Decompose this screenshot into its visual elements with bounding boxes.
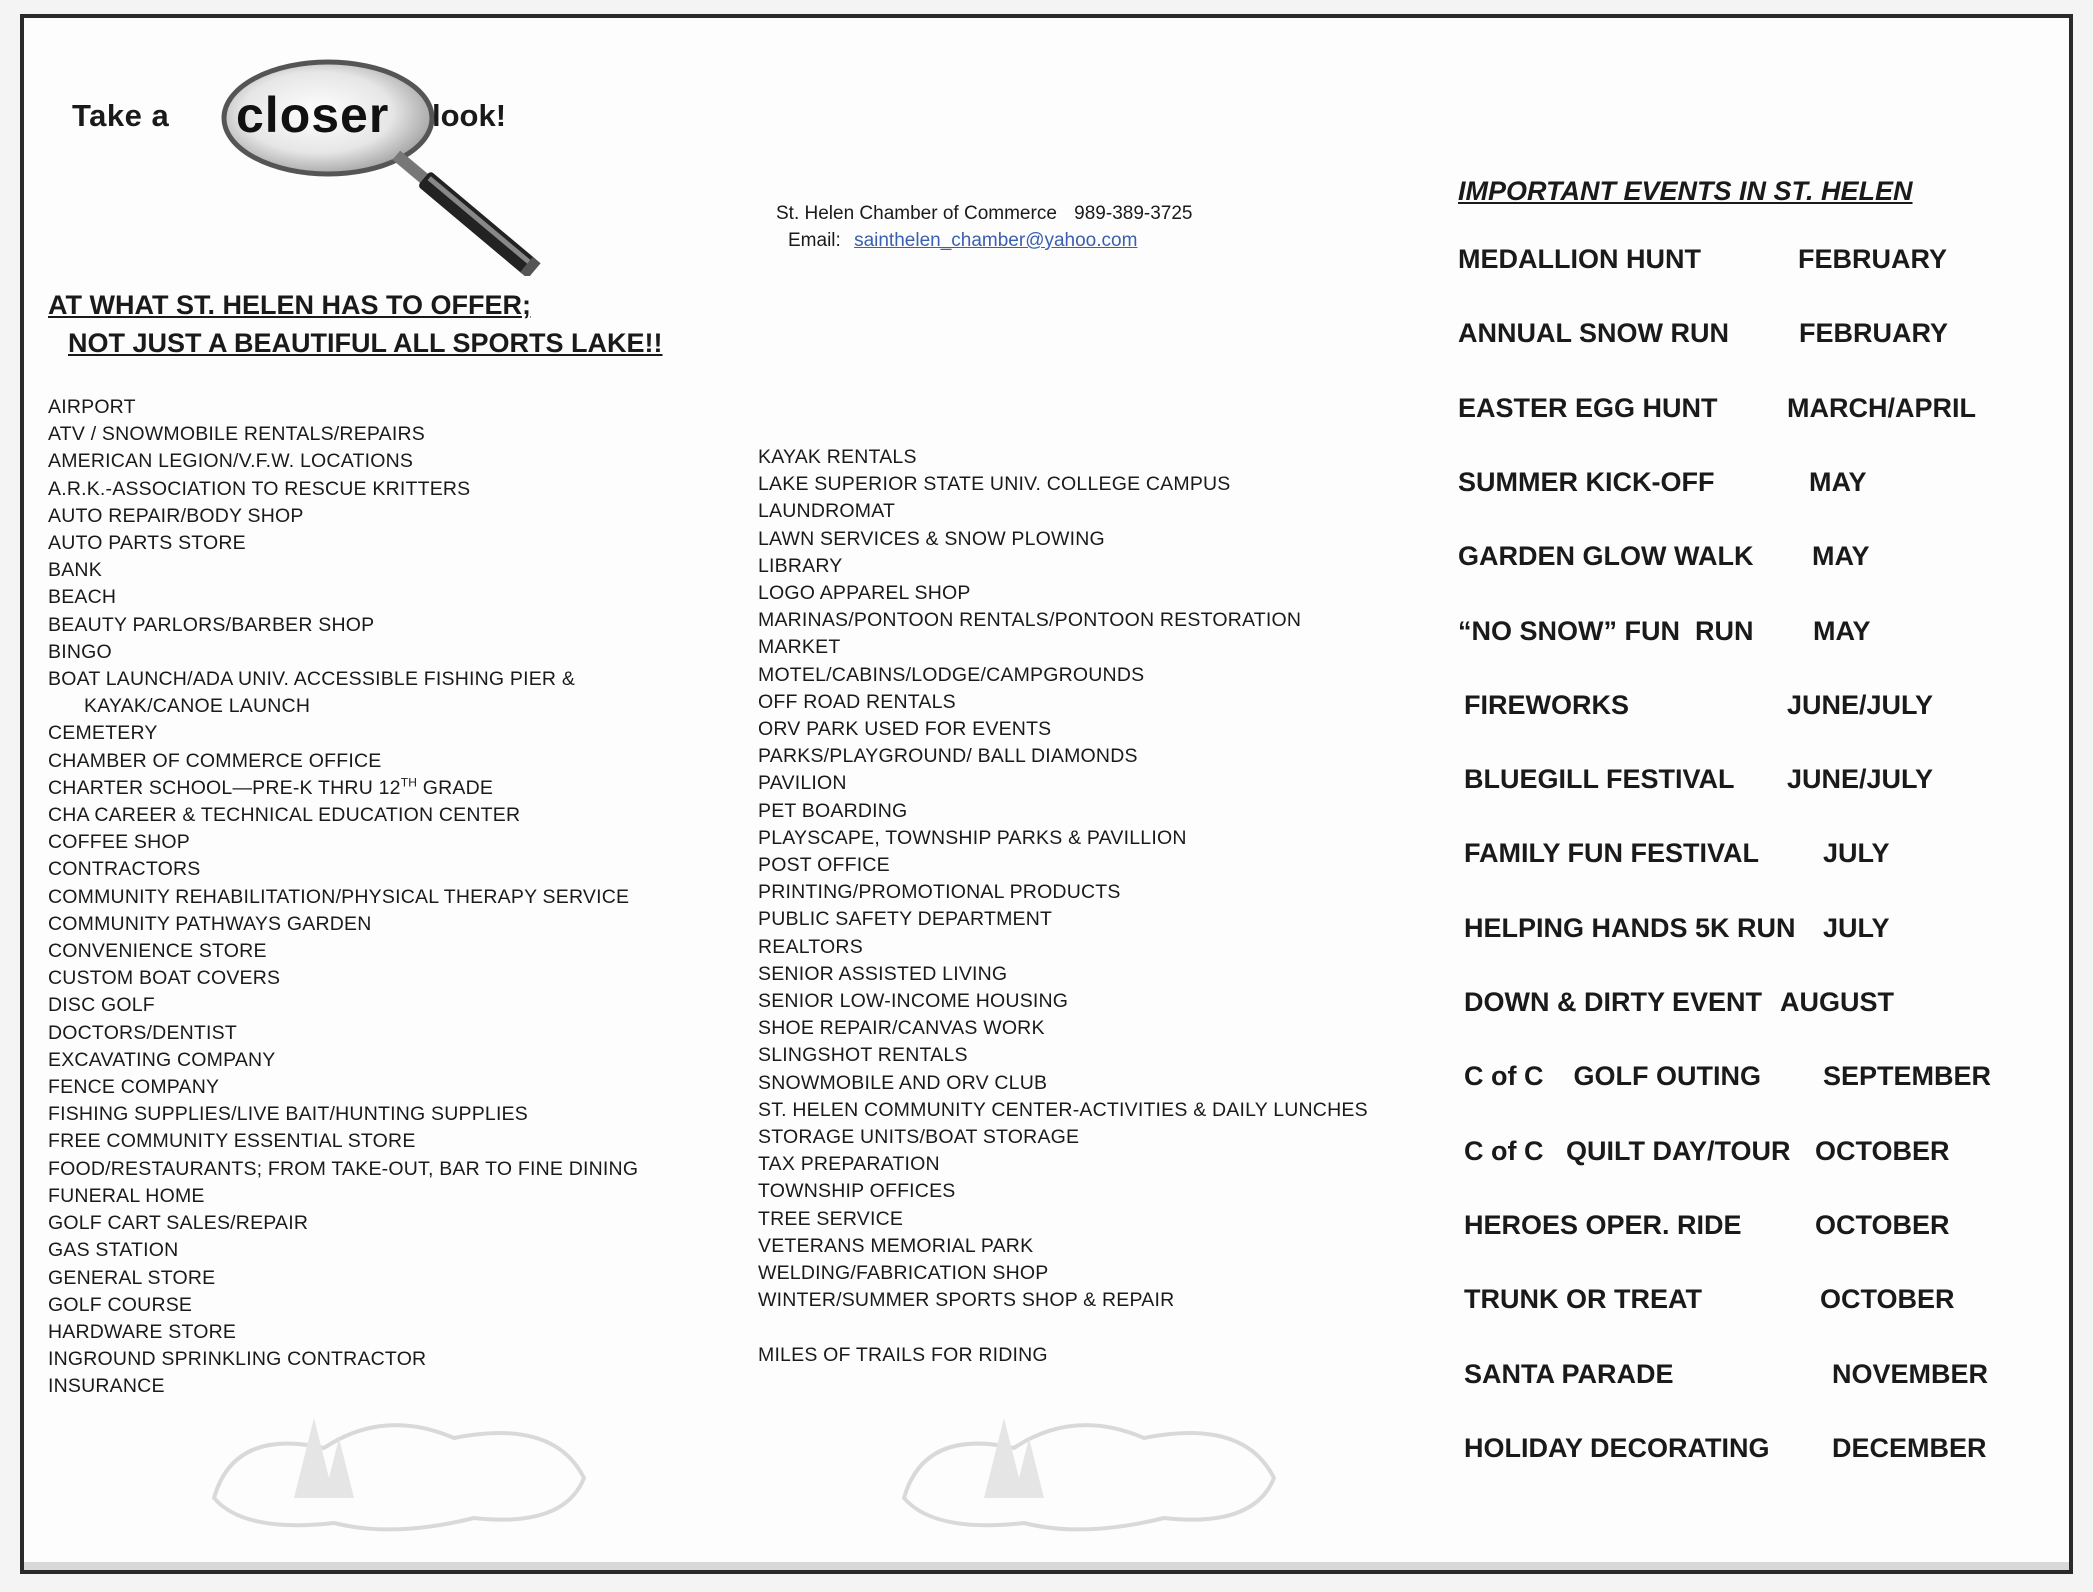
offer-list-item [48, 1047, 638, 1074]
offer-list-item: ORV PARK USED FOR EVENTS [758, 718, 1052, 741]
offer-list-item: MOTEL/CABINS/LODGE/CAMPGROUNDS [758, 663, 1145, 686]
offer-list-item-text: BEAUTY PARLORS/BARBER SHOP [48, 613, 375, 636]
event-month: OCTOBER [1815, 1209, 1950, 1240]
offer-list-item: WELDING/FABRICATION SHOP [758, 1262, 1049, 1285]
offer-list-item [48, 884, 638, 911]
offer-list-item [48, 612, 638, 639]
offer-list-item-text: A.R.K.-ASSOCIATION TO RESCUE KRITTERS [48, 477, 471, 500]
offer-list-item [48, 992, 638, 1019]
offer-list-item-text: HARDWARE STORE [48, 1320, 237, 1343]
offer-list-item-text: CONVENIENCE STORE [48, 940, 267, 963]
offer-list-item [48, 394, 638, 421]
event-row [1458, 1284, 2018, 1324]
offer-list-item: SLINGSHOT RENTALS [758, 1044, 968, 1067]
event-name: MEDALLION HUNT [1458, 244, 1701, 274]
event-month: MAY [1812, 541, 1870, 572]
event-name: FIREWORKS [1464, 689, 1629, 720]
event-name: HELPING HANDS 5K RUN [1464, 912, 1796, 943]
event-name: HOLIDAY DECORATING [1464, 1432, 1770, 1463]
offer-list-item: PRINTING/PROMOTIONAL PRODUCTS [758, 881, 1121, 904]
event-row [1458, 690, 2018, 730]
event-row [1458, 541, 2018, 581]
offer-list-item [48, 448, 638, 475]
email-link[interactable]: sainthelen_chamber@yahoo.com [854, 230, 1138, 251]
offer-list-item: OFF ROAD RENTALS [758, 690, 956, 713]
event-row [1458, 318, 2018, 358]
event-row [1458, 244, 2018, 284]
offer-list-item-text: BEACH [48, 586, 117, 609]
offer-list-item: PARKS/PLAYGROUND/ BALL DIAMONDS [758, 745, 1138, 768]
offer-list-item [48, 557, 638, 584]
offer-list-item-text: DISC GOLF [48, 994, 155, 1017]
offer-list-item: SHOE REPAIR/CANVAS WORK [758, 1017, 1045, 1040]
event-row [1458, 393, 2018, 433]
offer-list-item: STORAGE UNITS/BOAT STORAGE [758, 1126, 1080, 1149]
event-row [1458, 764, 2018, 804]
event-month: JUNE/JULY [1787, 764, 1934, 795]
offer-list-item [48, 1183, 638, 1210]
offer-list-item: KAYAK RENTALS [758, 446, 917, 468]
offer-list-item-text: DOCTORS/DENTIST [48, 1021, 237, 1044]
event-month: DECEMBER [1832, 1432, 1987, 1463]
event-row [1458, 1136, 2018, 1176]
offer-list-item [48, 421, 638, 448]
offer-list-item [48, 911, 638, 938]
offer-list-item-text: AUTO REPAIR/BODY SHOP [48, 504, 304, 527]
chamber-phone: 989-389-3725 [1074, 203, 1193, 224]
event-row [1458, 467, 2018, 507]
offer-list-item-text: AIRPORT [48, 396, 136, 418]
offer-list-column-1 [48, 394, 638, 1401]
event-name: TRUNK OR TREAT [1464, 1284, 1702, 1315]
offer-list-item-text: COFFEE SHOP [48, 831, 190, 854]
offer-list-item: WINTER/SUMMER SPORTS SHOP & REPAIR [758, 1289, 1175, 1312]
offer-list-item-text: BANK [48, 559, 102, 582]
event-name: HEROES OPER. RIDE [1464, 1209, 1742, 1240]
offer-list-item-text: CUSTOM BOAT COVERS [48, 967, 281, 990]
event-month: MAY [1809, 466, 1867, 497]
event-month: JULY [1823, 912, 1890, 943]
event-row [1458, 616, 2018, 656]
offer-list-item: LAWN SERVICES & SNOW PLOWING [758, 527, 1105, 550]
bottom-frame-band [24, 1562, 2069, 1570]
events-title: IMPORTANT EVENTS IN ST. HELEN [1458, 176, 1913, 206]
offer-list-item-text: INSURANCE [48, 1375, 165, 1398]
event-month: JUNE/JULY [1787, 689, 1934, 720]
event-month: FEBRUARY [1798, 244, 1948, 274]
offer-list-item-text: ATV / SNOWMOBILE RENTALS/REPAIRS [48, 423, 425, 446]
offer-list-item: LAUNDROMAT [758, 500, 896, 523]
offer-list-item-text: GENERAL STORE [48, 1266, 216, 1289]
offer-list-item [48, 584, 638, 611]
offer-list-item [48, 856, 638, 883]
offer-list-item: MARKET [758, 636, 841, 659]
event-month: AUGUST [1780, 987, 1894, 1017]
offer-list-item: PAVILION [758, 772, 847, 795]
offer-list-item: TREE SERVICE [758, 1207, 904, 1230]
offer-list-item-text: CHA CAREER & TECHNICAL EDUCATION CENTER [48, 804, 521, 827]
chamber-name: St. Helen Chamber of Commerce [776, 203, 1057, 224]
event-name: ANNUAL SNOW RUN [1458, 318, 1729, 349]
offer-list-item: POST OFFICE [758, 854, 890, 877]
event-name: C of C GOLF OUTING [1464, 1061, 1761, 1092]
event-name: BLUEGILL FESTIVAL [1464, 764, 1735, 795]
offer-list-item [48, 748, 638, 775]
offer-list-item-text: FOOD/RESTAURANTS; FROM TAKE-OUT, BAR TO FINE DINING [48, 1157, 639, 1180]
offer-list-item [48, 802, 638, 829]
offer-list-item-text: FISHING SUPPLIES/LIVE BAIT/HUNTING SUPPLIES [48, 1103, 528, 1126]
event-row [1458, 913, 2018, 953]
offer-list-item-text: CEMETERY [48, 722, 158, 745]
grade-superscript: TH [400, 775, 418, 790]
offer-list-item-text: BINGO [48, 640, 112, 663]
offer-list-item [48, 1156, 638, 1183]
lake-tree-watermark-icon [884, 1388, 1294, 1538]
event-month: MAY [1813, 615, 1871, 646]
offer-list-item [48, 1292, 638, 1319]
offer-list-item [48, 666, 638, 693]
logo-take-text: Take a [72, 98, 170, 133]
event-name: FAMILY FUN FESTIVAL [1464, 838, 1760, 869]
offer-list-item-text: BOAT LAUNCH/ADA UNIV. ACCESSIBLE FISHING PIER & [48, 668, 576, 691]
event-row [1458, 987, 2018, 1027]
event-month: SEPTEMBER [1823, 1061, 1992, 1092]
offer-list-item: PLAYSCAPE, TOWNSHIP PARKS & PAVILLION [758, 826, 1187, 849]
event-month: JULY [1823, 838, 1890, 869]
event-name: GARDEN GLOW WALK [1458, 541, 1754, 572]
offer-list-item: TOWNSHIP OFFICES [758, 1180, 956, 1203]
offer-heading [48, 286, 663, 362]
offer-list-item [48, 476, 638, 503]
event-month: MARCH/APRIL [1787, 392, 1976, 423]
offer-list-item: LIBRARY [758, 554, 843, 577]
event-name: C of C QUILT DAY/TOUR [1464, 1135, 1791, 1166]
offer-list-item: PET BOARDING [758, 799, 908, 822]
offer-list-item-text: AMERICAN LEGION/V.F.W. LOCATIONS [48, 450, 414, 473]
offer-list-item-text: AUTO PARTS STORE [48, 532, 246, 555]
offer-list-item: SENIOR ASSISTED LIVING [758, 962, 1008, 985]
offer-heading-line1: AT WHAT ST. HELEN HAS TO OFFER; [48, 290, 531, 320]
offer-list-item-text: CONTRACTORS [48, 858, 201, 881]
offer-list-item: MARINAS/PONTOON RENTALS/PONTOON RESTORATION [758, 609, 1302, 632]
offer-list-item [48, 639, 638, 666]
offer-list-item: SNOWMOBILE AND ORV CLUB [758, 1071, 1048, 1094]
take-a-closer-look-logo [48, 56, 568, 276]
event-month: OCTOBER [1815, 1135, 1950, 1166]
offer-list-item [48, 1074, 638, 1101]
offer-list-column-2 [758, 444, 1368, 1369]
offer-list-item [48, 530, 638, 557]
offer-list-item [48, 1319, 638, 1346]
offer-list-item [48, 1237, 638, 1264]
offer-list-item: SENIOR LOW-INCOME HOUSING [758, 990, 1069, 1013]
event-name: DOWN & DIRTY EVENT [1464, 987, 1763, 1017]
offer-list-item [48, 938, 638, 965]
offer-list-item: VETERANS MEMORIAL PARK [758, 1234, 1034, 1257]
event-name: SUMMER KICK-OFF [1458, 466, 1715, 497]
offer-list-item [48, 965, 638, 992]
offer-list-item-text: INGROUND SPRINKLING CONTRACTOR [48, 1348, 427, 1371]
offer-list-item [48, 1265, 638, 1292]
offer-list-item: LAKE SUPERIOR STATE UNIV. COLLEGE CAMPUS [758, 473, 1231, 496]
offer-list-item [48, 1210, 638, 1237]
offer-list-item [48, 1020, 638, 1047]
offer-list-item-text: FUNERAL HOME [48, 1184, 205, 1207]
offer-list-item: MILES OF TRAILS FOR RIDING [758, 1343, 1048, 1366]
offer-list-item: LOGO APPAREL SHOP [758, 582, 971, 605]
event-month: FEBRUARY [1799, 318, 1949, 349]
event-name: EASTER EGG HUNT [1458, 392, 1718, 423]
event-row [1458, 1433, 2018, 1473]
offer-list-item [48, 1101, 638, 1128]
event-row [1458, 1061, 2018, 1101]
event-row [1458, 838, 2018, 878]
offer-list-item-text: KAYAK/CANOE LAUNCH [84, 695, 311, 718]
offer-list-item [48, 829, 638, 856]
offer-list-item-text: CHARTER SCHOOL—PRE-K THRU 12 [48, 776, 401, 799]
event-month: NOVEMBER [1832, 1358, 1989, 1389]
offer-list-item: ST. HELEN COMMUNITY CENTER-ACTIVITIES & DAILY LUNCHES [758, 1098, 1368, 1121]
offer-list-item [48, 775, 638, 802]
event-row [1458, 1210, 2018, 1250]
offer-list-item-text: COMMUNITY REHABILITATION/PHYSICAL THERAPY SERVICE [48, 885, 630, 908]
event-month: OCTOBER [1820, 1284, 1955, 1315]
offer-list-item-text: GOLF CART SALES/REPAIR [48, 1212, 309, 1235]
event-row [1458, 1359, 2018, 1399]
offer-list-item-text: COMMUNITY PATHWAYS GARDEN [48, 912, 372, 935]
offer-list-item [48, 693, 638, 720]
email-label: Email: [788, 230, 841, 251]
offer-list-item: PUBLIC SAFETY DEPARTMENT [758, 908, 1053, 931]
offer-list-item-text: FREE COMMUNITY ESSENTIAL STORE [48, 1130, 416, 1153]
logo-look-text: look! [432, 98, 507, 133]
logo-closer-text: closer [236, 87, 390, 143]
offer-list-item-text: GAS STATION [48, 1239, 179, 1262]
event-name: “NO SNOW” FUN RUN [1458, 615, 1754, 646]
offer-list-item [48, 720, 638, 747]
lake-tree-watermark-icon [194, 1388, 604, 1538]
offer-heading-line2: NOT JUST A BEAUTIFUL ALL SPORTS LAKE!! [68, 328, 663, 358]
offer-list-item: REALTORS [758, 935, 863, 958]
flyer-sheet [20, 14, 2073, 1574]
offer-list-item [48, 1128, 638, 1155]
offer-list-item-text: GOLF COURSE [48, 1293, 193, 1316]
offer-list-item: TAX PREPARATION [758, 1153, 940, 1176]
contact-block [776, 200, 1193, 254]
event-name: SANTA PARADE [1464, 1358, 1674, 1389]
offer-list-item-text: EXCAVATING COMPANY [48, 1048, 276, 1071]
offer-list-item-text: FENCE COMPANY [48, 1076, 220, 1099]
offer-list-item-text: CHAMBER OF COMMERCE OFFICE [48, 749, 382, 772]
offer-list-item [48, 1346, 638, 1373]
offer-list-item [48, 503, 638, 530]
grade-suffix: GRADE [417, 776, 494, 799]
